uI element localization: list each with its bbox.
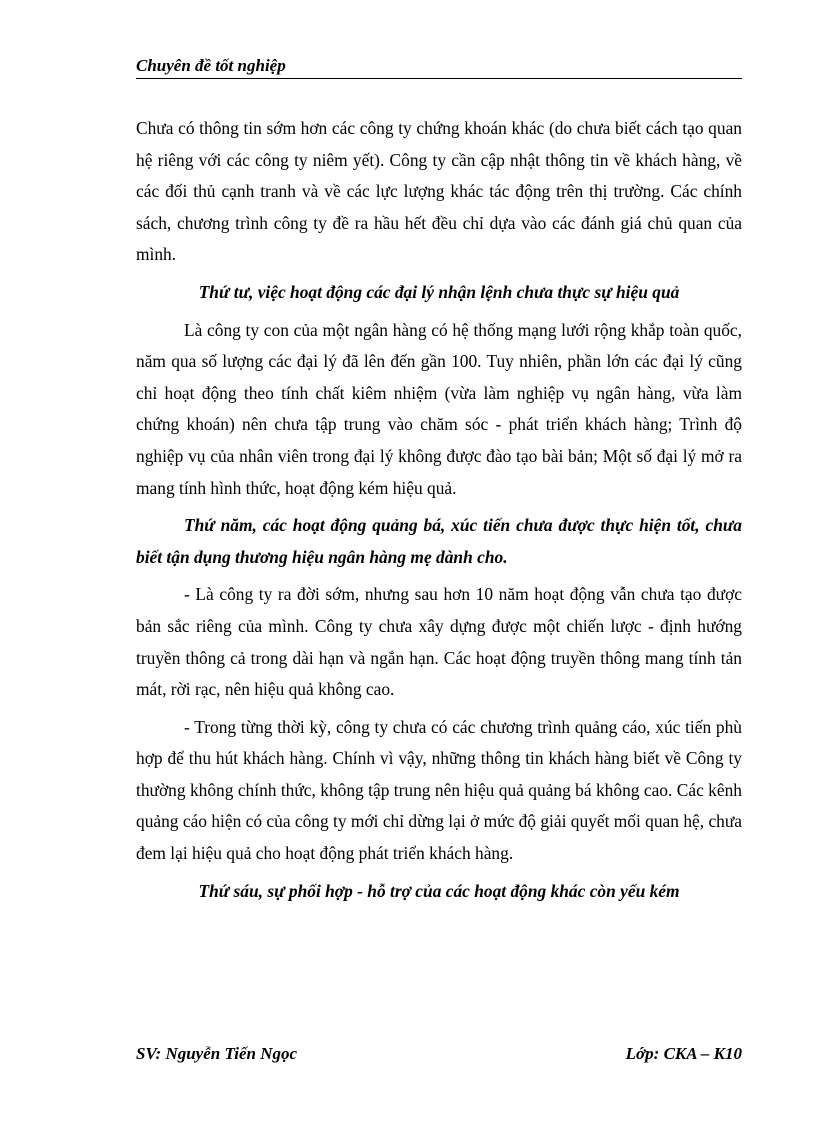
- heading-sixth: Thứ sáu, sự phối hợp - hỗ trợ của các hoạt động khác còn yếu kém: [198, 880, 680, 901]
- document-body: [136, 113, 742, 907]
- heading-fifth: Thứ năm, các hoạt động quảng bá, xúc tiến chưa được thực hiện tốt, chưa biết tận dụng thương hiệu ngân hàng mẹ dành cho.: [136, 515, 742, 567]
- paragraph-2: Là công ty con của một ngân hàng có hệ thống mạng lưới rộng khắp toàn quốc, năm qua số lượng các đại lý đã lên đến gần 100. Tuy nhiên, phần lớn các đại lý cũng chỉ hoạt động theo tính chất kiêm nhiệm (vừa làm nghiệp vụ ngân hàng, vừa làm chứng khoán) nên chưa tập trung vào chăm sóc - phát triển khách hàng; Trình độ nghiệp vụ của nhân viên trong đại lý không được đào tạo bài bản; Một số đại lý mở ra mang tính hình thức, hoạt động kém hiệu quả.: [136, 319, 742, 498]
- paragraph-4: - Trong từng thời kỳ, công ty chưa có các chương trình quảng cáo, xúc tiến phù hợp để thu hút khách hàng. Chính vì vậy, những thông tin khách hàng biết về Công ty thường không chính thức, không tập trung nên hiệu quả quảng bá không cao. Các kênh quảng cáo hiện có của công ty mới chỉ dừng lại ở mức độ giải quyết mối quan hệ, chưa đem lại hiệu quả cho hoạt động phát triển khách hàng.: [136, 716, 742, 864]
- page-header: [136, 56, 742, 79]
- paragraph-1: Chưa có thông tin sớm hơn các công ty chứng khoán khác (do chưa biết cách tạo quan hệ riêng với các công ty niêm yết). Công ty cần cập nhật thông tin về khách hàng, về các đối thủ cạnh tranh và về các lực lượng khác tác động trên thị trường. Các chính sách, chương trình công ty đề ra hầu hết đều chỉ dựa vào các đánh giá chủ quan của mình.: [136, 118, 742, 265]
- paragraph-3: - Là công ty ra đời sớm, nhưng sau hơn 10 năm hoạt động vẫn chưa tạo được bản sắc riêng của mình. Công ty chưa xây dựng được một chiến lược - định hướng truyền thông cả trong dài hạn và ngắn hạn. Các hoạt động truyền thông mang tính tản mát, rời rạc, nên hiệu quả không cao.: [136, 584, 742, 700]
- footer-student: SV: Nguyễn Tiến Ngọc: [136, 1044, 298, 1063]
- page-footer: [136, 1044, 742, 1064]
- header-title: Chuyên đề tốt nghiệp: [136, 56, 286, 75]
- footer-class: Lớp: CKA – K10: [625, 1044, 742, 1063]
- heading-fourth: Thứ tư, việc hoạt động các đại lý nhận lệnh chưa thực sự hiệu quả: [198, 281, 680, 302]
